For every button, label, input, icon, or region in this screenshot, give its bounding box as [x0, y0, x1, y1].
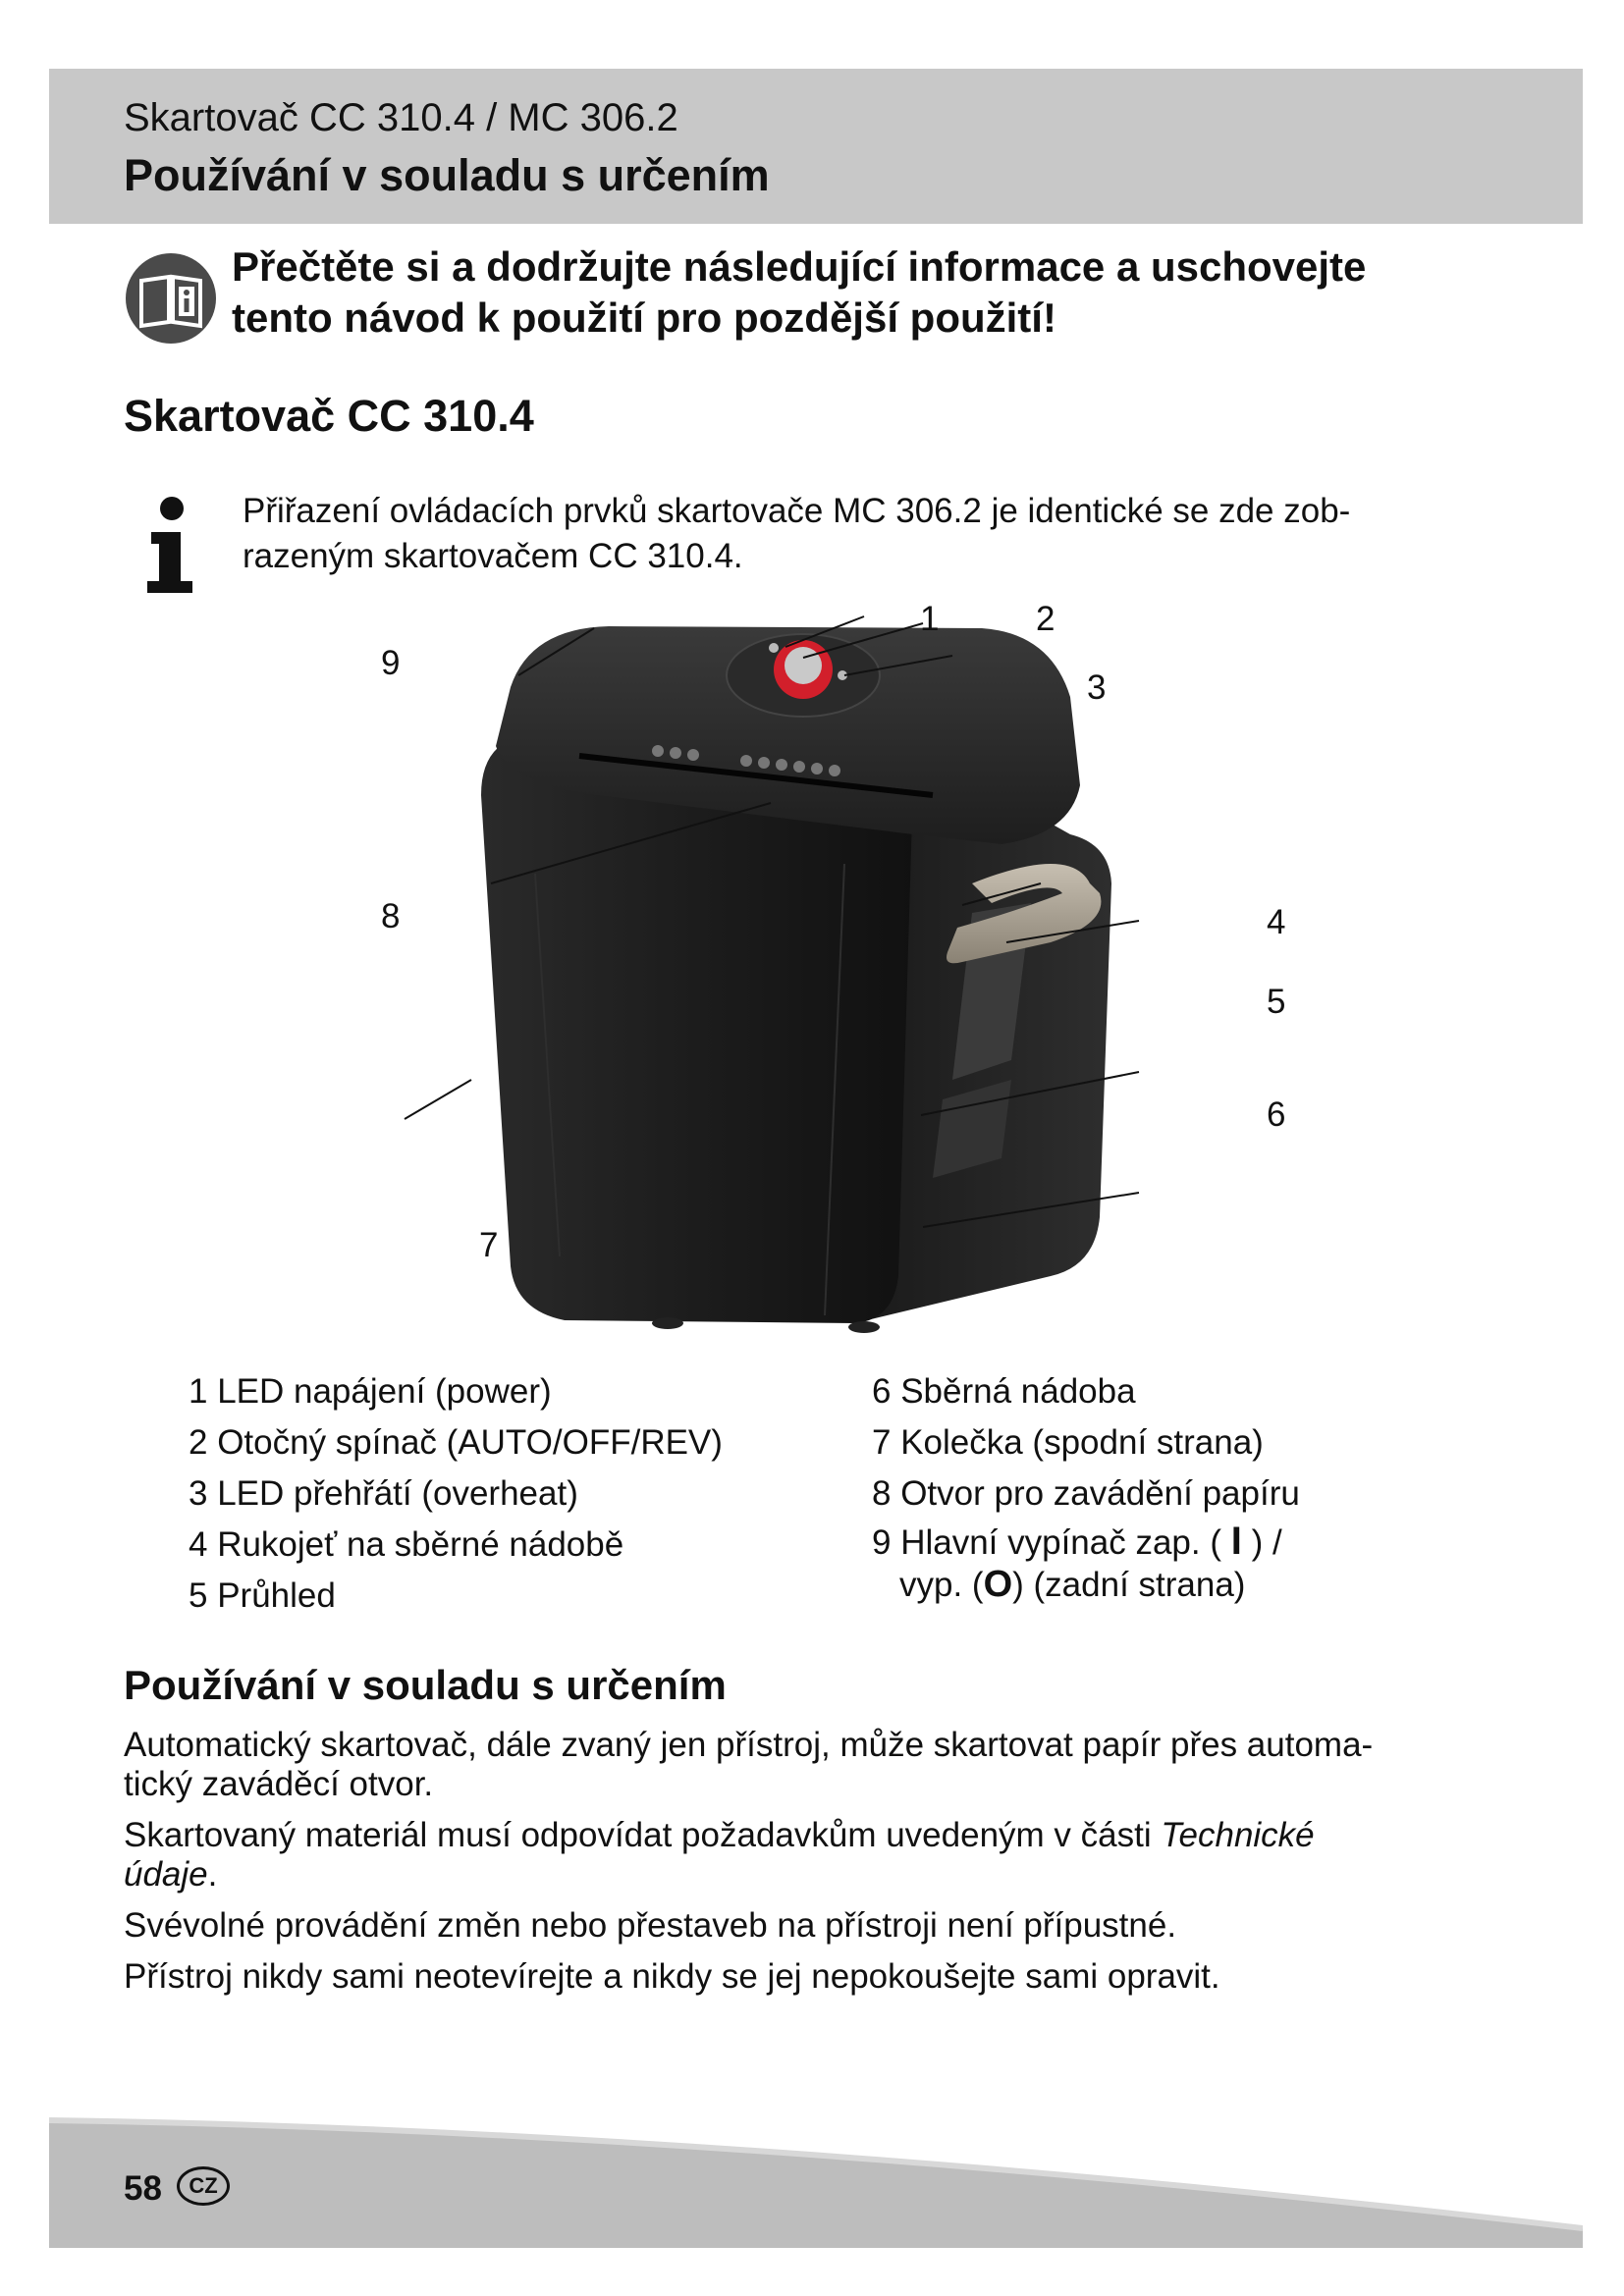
legend-item-4: 4 Rukojeť na sběrné nádobě [189, 1525, 624, 1564]
legend-item-2: 2 Otočný spínač (AUTO/OFF/REV) [189, 1423, 723, 1462]
info-icon [143, 495, 200, 595]
callout-5: 5 [1267, 983, 1286, 1021]
p1-line-2: tický zaváděcí otvor. [124, 1765, 434, 1803]
page-number: 58 [124, 2169, 162, 2208]
legend-right [872, 1366, 1300, 1605]
notice-text [232, 241, 1587, 344]
legend-item-9-prefix: 9 Hlavní vypínač zap. ( [872, 1523, 1221, 1562]
info-note-line-1: Přiřazení ovládacích prvků skartovače MC 306.2 je identické se zde zob- [243, 492, 1351, 530]
legend-item-8: 8 Otvor pro zavádění papíru [872, 1474, 1300, 1513]
callout-9: 9 [381, 644, 401, 682]
legend-item-3: 3 LED přehřátí (overheat) [189, 1474, 578, 1513]
paragraph-2 [124, 1816, 1518, 1895]
header-band [49, 69, 1583, 224]
callout-1: 1 [920, 600, 940, 638]
legend-item-7: 7 Kolečka (spodní strana) [872, 1423, 1264, 1462]
legend-item-6: 6 Sběrná nádoba [872, 1372, 1136, 1411]
on-symbol: I [1230, 1520, 1242, 1563]
footer-band [49, 2110, 1583, 2248]
legend-item-9-off-suffix: ) (zadní strana) [1012, 1566, 1246, 1604]
off-symbol: O [983, 1564, 1013, 1605]
callout-4: 4 [1267, 903, 1286, 941]
header-title: Používání v souladu s určením [124, 150, 770, 200]
legend-left [189, 1366, 723, 1622]
p2-italic-2: údaje [124, 1855, 208, 1894]
notice-line-2: tento návod k použití pro pozdější použití! [232, 294, 1056, 341]
p1-line-1: Automatický skartovač, dále zvaný jen přístroj, může skartovat papír přes automa- [124, 1726, 1374, 1764]
legend-item-9 [872, 1520, 1300, 1565]
p2-suffix: . [207, 1855, 218, 1894]
paragraph-4: Přístroj nikdy sami neotevírejte a nikdy se jej nepokoušejte sami opravit. [124, 1957, 1220, 1996]
info-note [243, 489, 1470, 579]
callout-2: 2 [1036, 600, 1056, 638]
callout-6: 6 [1267, 1095, 1286, 1134]
legend-item-5: 5 Průhled [189, 1576, 336, 1615]
callout-3: 3 [1087, 668, 1107, 707]
notice-line-1: Přečtěte si a dodržujte následující informace a uschovejte [232, 243, 1367, 290]
legend-item-1: 1 LED napájení (power) [189, 1372, 552, 1411]
section-title-intended-use: Používání v souladu s určením [124, 1662, 727, 1708]
section-title-shredder: Skartovač CC 310.4 [124, 391, 534, 441]
header-subtitle: Skartovač CC 310.4 / MC 306.2 [124, 96, 678, 139]
p2-italic-1: Technické [1161, 1816, 1315, 1854]
paragraph-1 [124, 1726, 1518, 1804]
legend-item-9-line-2 [872, 1565, 1300, 1605]
manual-info-icon [124, 251, 218, 346]
intended-use-text [124, 1726, 1518, 2008]
p2-prefix: Skartovaný materiál musí odpovídat požadavkům uvedeným v části [124, 1816, 1162, 1854]
callout-7: 7 [479, 1226, 499, 1264]
language-badge: CZ [177, 2166, 230, 2206]
callout-8: 8 [381, 897, 401, 935]
legend-item-9-suffix: ) / [1251, 1523, 1282, 1562]
legend-item-9-off-prefix: vyp. ( [899, 1566, 984, 1604]
info-note-line-2: razeným skartovačem CC 310.4. [243, 537, 743, 575]
paragraph-3: Svévolné provádění změn nebo přestaveb na přístroji není přípustné. [124, 1906, 1177, 1945]
